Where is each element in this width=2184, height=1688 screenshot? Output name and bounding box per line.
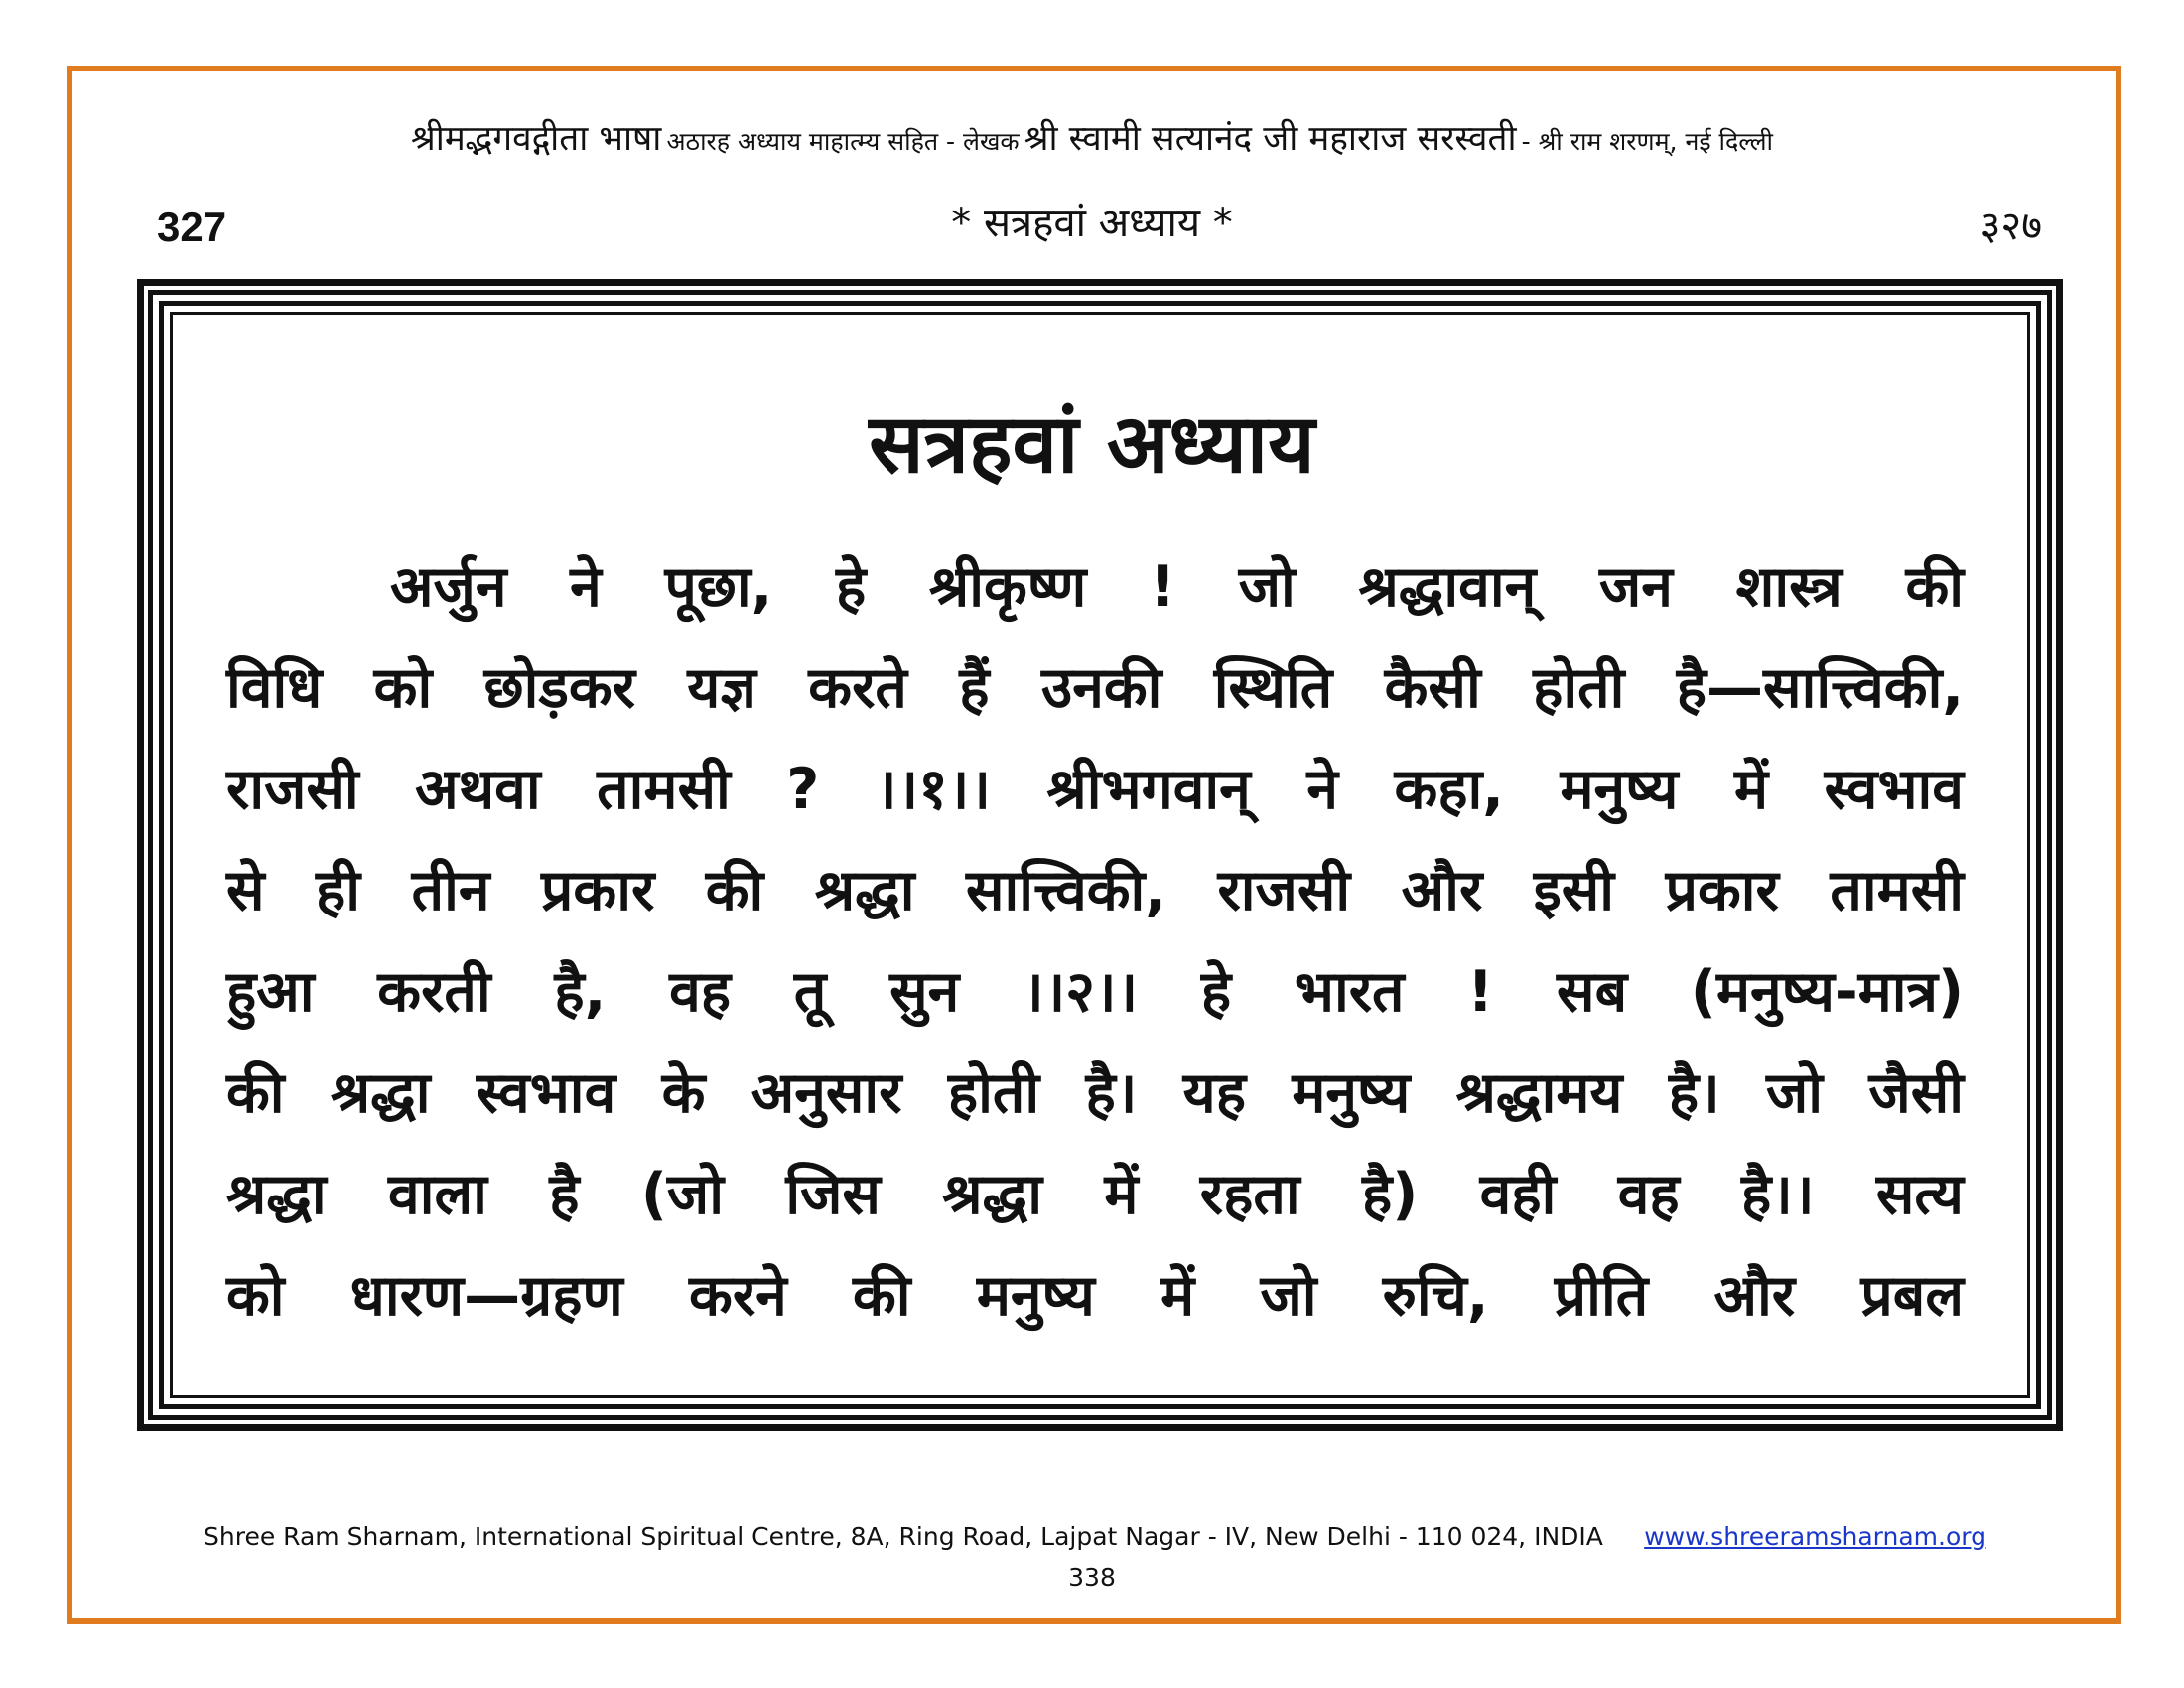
verse-line: की श्रद्धा स्वभाव के अनुसार होती है। यह मनुष्य श्रद्धामय है। जो जैसी	[226, 1060, 1964, 1126]
book-title: श्रीमद्भगवद्गीता भाषा	[410, 119, 662, 159]
book-subtitle: अठारह अध्याय माहात्म्य सहित - लेखक	[666, 127, 1020, 156]
verse-line: को धारण—ग्रहण करने की मनुष्य में जो रुचि, प्रीति और प्रबल	[226, 1263, 1964, 1329]
page-number-latin: 327	[157, 204, 227, 250]
chapter-running-title: * सत्रहवां अध्याय *	[951, 201, 1233, 246]
chapter-title: सत्रहवां अध्याय	[869, 397, 1315, 492]
running-header	[89, 114, 2095, 170]
verse-line: राजसी अथवा तामसी ? ।।१।। श्रीभगवान् ने कहा, मनुष्य में स्वभाव	[226, 757, 1964, 822]
footer-address: Shree Ram Sharnam, International Spiritual Centre, 8A, Ring Road, Lajpat Nagar - IV, New Delhi - 110 024, INDIA	[204, 1522, 1603, 1551]
verse-line: अर्जुन ने पूछा, हे श्रीकृष्ण ! जो श्रद्धावान् जन शास्त्र की	[390, 554, 1964, 620]
website-link[interactable]: www.shreeramsharnam.org	[1644, 1522, 1986, 1551]
footer-page-number: 338	[1068, 1563, 1116, 1592]
page-number-devanagari: ३२७	[1979, 204, 2042, 249]
verse-line: श्रद्धा वाला है (जो जिस श्रद्धा में रहता है) वही वह है।। सत्य	[226, 1162, 1964, 1227]
verse-line: हुआ करती है, वह तू सुन ।।२।। हे भारत ! सब (मनुष्य-मात्र)	[226, 959, 1964, 1025]
verse-line: विधि को छोड़कर यज्ञ करते हैं उनकी स्थिति कैसी होती है—सात्त्विकी,	[226, 655, 1964, 721]
verse-text	[226, 536, 1964, 1346]
author-name: श्री स्वामी सत्यानंद जी महाराज सरस्वती	[1024, 119, 1517, 159]
publisher-name: - श्री राम शरणम्, नई दिल्ली	[1521, 127, 1774, 156]
verse-line: से ही तीन प्रकार की श्रद्धा सात्त्विकी, राजसी और इसी प्रकार तामसी	[226, 858, 1964, 923]
